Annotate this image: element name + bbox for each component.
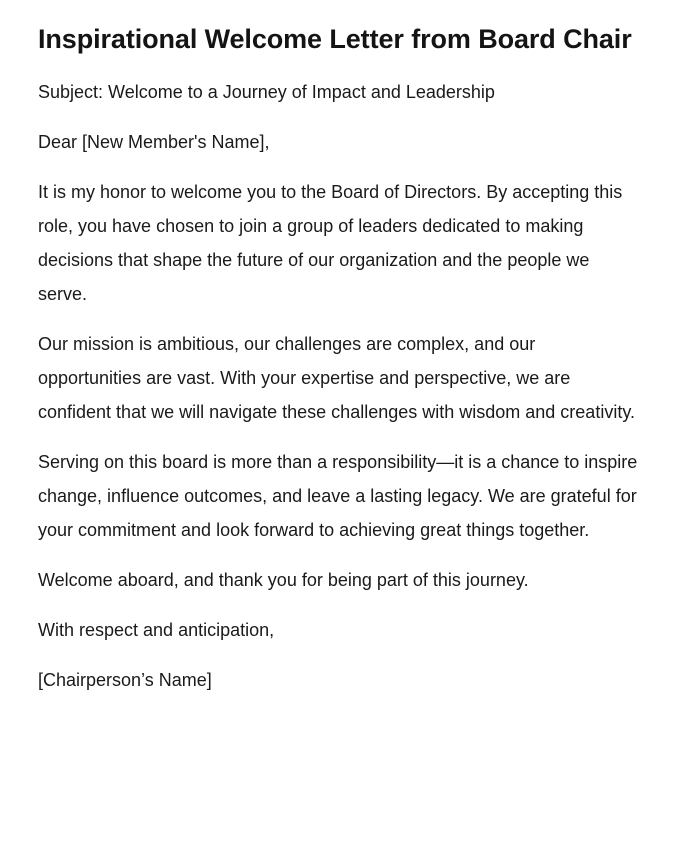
salutation: Dear [New Member's Name], xyxy=(38,132,270,152)
body-paragraph: Our mission is ambitious, our challenges are complex, and our opportunities are vast. With your expertise and perspective, we are confident that we will navigate these challenges with wisdom and creativity. xyxy=(38,334,635,422)
signature-name: [Chairperson’s Name] xyxy=(38,670,212,690)
closing-paragraph: Welcome aboard, and thank you for being part of this journey. xyxy=(38,570,529,590)
subject-line: Subject: Welcome to a Journey of Impact and Leadership xyxy=(38,82,495,102)
sign-off: With respect and anticipation, xyxy=(38,620,275,640)
body-paragraph: It is my honor to welcome you to the Board of Directors. By accepting this role, you have chosen to join a group of leaders dedicated to making decisions that shape the future of our organization and the people we serve. xyxy=(38,182,623,304)
letter-body xyxy=(38,75,638,697)
body-paragraph: Serving on this board is more than a responsibility—it is a chance to inspire change, influence outcomes, and leave a lasting legacy. We are grateful for your commitment and look forward to achieving great things together. xyxy=(38,452,638,540)
page-title: Inspirational Welcome Letter from Board Chair xyxy=(38,24,632,54)
